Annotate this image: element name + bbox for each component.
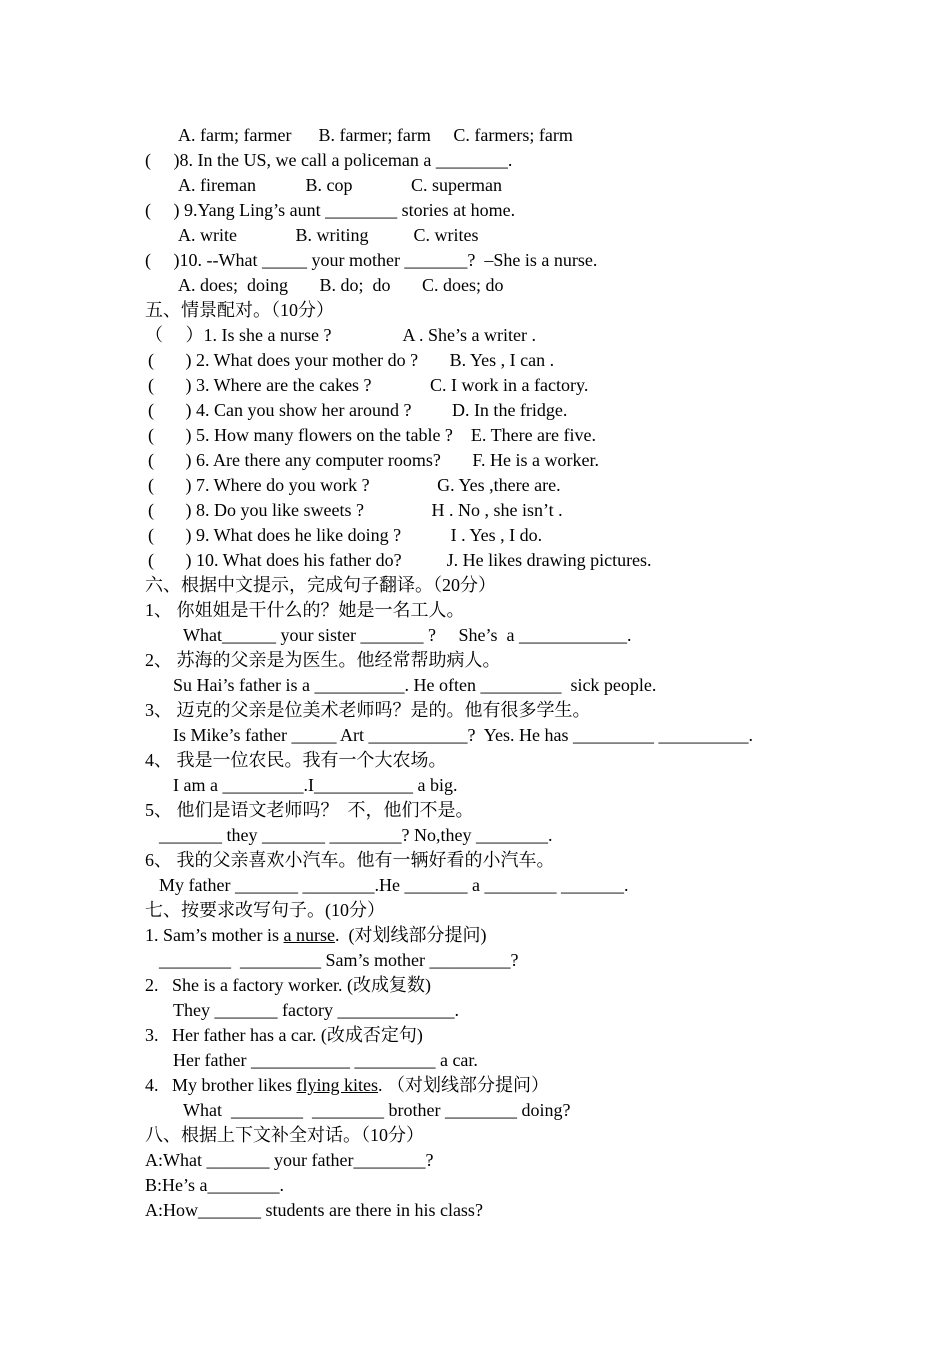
rewrite-4-answer: What ________ ________ brother ________ doing? <box>183 1100 571 1120</box>
section-5-heading: 五、情景配对。（10分） <box>145 300 334 320</box>
rewrite-1-question <box>145 924 486 946</box>
section-6-heading: 六、根据中文提示，完成句子翻译。（20分） <box>145 575 496 595</box>
translate-1-prompt: 1、 你姐姐是干什么的？她是一名工人。 <box>145 600 465 620</box>
match-item-10: ( ) 10. What does his father do? J. He likes drawing pictures. <box>148 550 652 570</box>
rewrite-1-answer: ________ _________ Sam’s mother _________? <box>159 950 519 970</box>
rewrite-4-before: 4. My brother likes <box>145 1075 297 1095</box>
rewrite-3-answer: Her father ___________ _________ a car. <box>173 1050 478 1070</box>
section-7-heading: 七、按要求改写句子。(10分） <box>145 900 385 920</box>
translate-5-prompt: 5、 他们是语文老师吗？ 不，他们不是。 <box>145 800 474 820</box>
match-item-2: ( ) 2. What does your mother do ? B. Yes , I can . <box>148 350 555 370</box>
match-item-5: ( ) 5. How many flowers on the table ? E. There are five. <box>148 425 597 445</box>
translate-2-prompt: 2、 苏海的父亲是为医生。他经常帮助病人。 <box>145 650 501 670</box>
rewrite-2-answer: They _______ factory _____________. <box>173 1000 459 1020</box>
section-8-heading: 八、根据上下文补全对话。（10分） <box>145 1125 424 1145</box>
q10-options: A. does; doing B. do; do C. does; do <box>178 275 504 295</box>
match-item-3: ( ) 3. Where are the cakes ? C. I work in a factory. <box>148 375 589 395</box>
dialogue-line-1: A:What _______ your father________? <box>145 1150 434 1170</box>
dialogue-line-2: B:He’s a________. <box>145 1175 284 1195</box>
translate-3-answer: Is Mike’s father _____ Art ___________? Yes. He has _________ __________. <box>173 725 753 745</box>
match-item-8: ( ) 8. Do you like sweets ? H . No , she isn’t . <box>148 500 563 520</box>
q7-options: A. farm; farmer B. farmer; farm C. farmers; farm <box>178 125 573 145</box>
translate-1-answer: What______ your sister _______ ? She’s a ____________. <box>183 625 632 645</box>
q8-options: A. fireman B. cop C. superman <box>178 175 502 195</box>
match-item-7: ( ) 7. Where do you work ? G. Yes ,there are. <box>148 475 561 495</box>
translate-6-prompt: 6、 我的父亲喜欢小汽车。他有一辆好看的小汽车。 <box>145 850 555 870</box>
rewrite-1-underlined: a nurse <box>283 925 335 945</box>
rewrite-2-question: 2. She is a factory worker. (改成复数) <box>145 975 431 995</box>
q9-options: A. write B. writing C. writes <box>178 225 479 245</box>
rewrite-4-after: . （对划线部分提问） <box>377 1075 549 1095</box>
rewrite-1-after: . (对划线部分提问) <box>334 925 487 945</box>
rewrite-1-before: 1. Sam’s mother is <box>145 925 284 945</box>
translate-2-answer: Su Hai’s father is a __________. He often _________ sick people. <box>173 675 657 695</box>
q9-question: ( ) 9.Yang Ling’s aunt ________ stories at home. <box>145 200 516 220</box>
match-item-4: ( ) 4. Can you show her around ? D. In the fridge. <box>148 400 568 420</box>
rewrite-4-underlined: flying kites <box>296 1075 378 1095</box>
match-item-1: （ ）1. Is she a nurse ? A . She’s a writer . <box>145 325 536 345</box>
translate-6-answer: My father _______ ________.He _______ a ________ _______. <box>159 875 629 895</box>
translate-5-answer: _______ they _______ ________? No,they ________. <box>159 825 553 845</box>
match-item-9: ( ) 9. What does he like doing ? I . Yes , I do. <box>148 525 543 545</box>
q8-question: ( )8. In the US, we call a policeman a ________. <box>145 150 513 170</box>
dialogue-line-3: A:How_______ students are there in his class? <box>145 1200 483 1220</box>
rewrite-3-question: 3. Her father has a car. (改成否定句) <box>145 1025 423 1045</box>
translate-3-prompt: 3、 迈克的父亲是位美术老师吗？是的。他有很多学生。 <box>145 700 591 720</box>
match-item-6: ( ) 6. Are there any computer rooms? F. He is a worker. <box>148 450 599 470</box>
rewrite-4-question <box>145 1074 549 1096</box>
q10-question: ( )10. --What _____ your mother _______? –She is a nurse. <box>145 250 598 270</box>
translate-4-prompt: 4、 我是一位农民。我有一个大农场。 <box>145 750 447 770</box>
translate-4-answer: I am a _________.I___________ a big. <box>173 775 458 795</box>
